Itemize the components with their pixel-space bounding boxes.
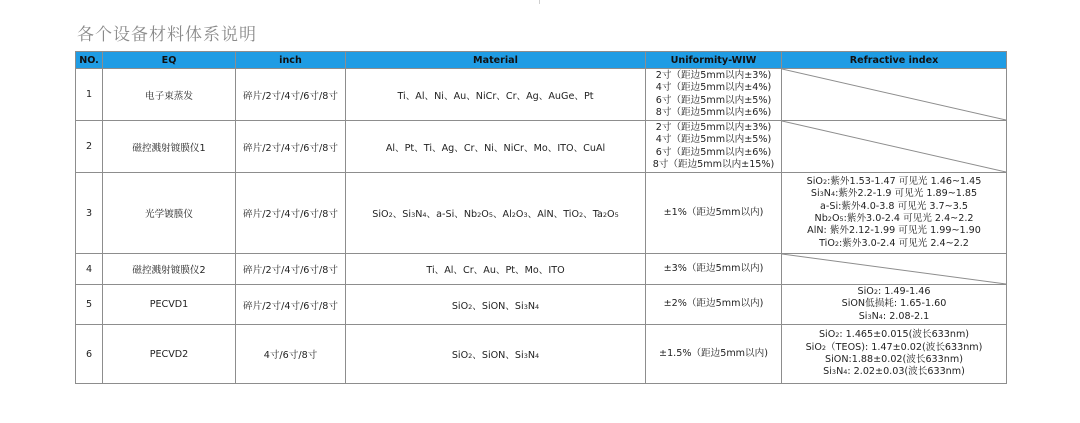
uniformity-line: ±3%（距边5mm以内) xyxy=(663,262,764,274)
subscript: 4 xyxy=(878,312,883,321)
text-segment: 、SiON、Si xyxy=(472,350,524,361)
subscript: 2 xyxy=(821,343,827,352)
cell-no: 4 xyxy=(76,254,103,285)
uniformity-line: ±2%（距边5mm以内) xyxy=(663,298,764,310)
refractive-line xyxy=(784,286,1004,298)
cell-refractive-index xyxy=(782,121,1007,173)
text-segment: : 2.02±0.03(波长633nm) xyxy=(847,366,965,378)
header-material: Material xyxy=(346,52,646,69)
text-segment: （TEOS): 1.47±0.02(波长633nm) xyxy=(826,341,983,353)
subscript: 5 xyxy=(614,211,619,219)
cell-eq: 磁控溅射镀膜仪2 xyxy=(103,254,236,285)
cell-refractive-index xyxy=(782,285,1007,325)
header-refractive-index: Refractive index xyxy=(782,52,1007,69)
refractive-line xyxy=(784,354,1004,366)
cell-no: 2 xyxy=(76,121,103,173)
uniformity-line: ±1%（距边5mm以内) xyxy=(663,206,764,218)
subscript: 2 xyxy=(834,239,840,248)
text-segment: N xyxy=(823,188,831,200)
refractive-line xyxy=(784,225,1004,237)
text-segment: : 2.08-2.1 xyxy=(882,310,930,322)
text-segment: Nb xyxy=(814,213,828,224)
uniformity-line: 2寸（距边5mm以内±3%) xyxy=(655,69,772,81)
subscript: 2 xyxy=(468,352,473,360)
subscript: 5 xyxy=(839,215,844,223)
table-row xyxy=(76,173,1007,254)
equipment-materials-table xyxy=(75,51,1007,384)
cell-eq: PECVD1 xyxy=(103,285,236,325)
refractive-line xyxy=(784,311,1004,323)
refractive-line xyxy=(784,298,1004,310)
cell-uniformity xyxy=(646,254,782,285)
cell-material: Ti、Al、Cr、Au、Pt、Mo、ITO xyxy=(346,254,646,285)
text-segment: : 1.465±0.015(波长633nm) xyxy=(839,329,970,341)
text-segment: SiO xyxy=(451,350,469,361)
cell-refractive-index xyxy=(782,254,1007,285)
cell-uniformity xyxy=(646,285,782,325)
subscript: 4 xyxy=(830,190,836,199)
text-segment: :紫外3.0-2.4 可见光 2.4~2.2 xyxy=(843,213,974,224)
uniformity-line: 6寸（距边5mm以内±6%) xyxy=(655,146,772,158)
text-segment: 、AlN、TiO xyxy=(527,209,579,220)
subscript: 3 xyxy=(523,352,528,360)
text-segment: Si xyxy=(858,310,868,322)
subscript: 3 xyxy=(831,368,837,377)
text-segment: SiO xyxy=(857,285,874,297)
subscript: 3 xyxy=(523,302,528,311)
uniformity-line: 4寸（距边5mm以内±5%) xyxy=(655,134,772,146)
cell-inch: 4寸/6寸/8寸 xyxy=(236,325,346,384)
text-segment: N xyxy=(871,310,879,322)
text-segment: O xyxy=(481,209,489,220)
header-uniformity: Uniformity-WIW xyxy=(646,52,782,69)
refractive-line xyxy=(784,366,1004,378)
table-row xyxy=(76,254,1007,285)
text-segment: 、Al xyxy=(492,209,512,220)
subscript: 2 xyxy=(602,211,608,219)
refractive-line xyxy=(784,342,1004,354)
table-row xyxy=(76,121,1007,173)
subscript: 5 xyxy=(488,211,493,219)
cell-no: 3 xyxy=(76,173,103,254)
text-segment: 、a-Si、Nb xyxy=(426,209,478,220)
table-row xyxy=(76,325,1007,384)
text-segment: :紫外3.0-2.4 可见光 2.4~2.2 xyxy=(839,237,969,249)
cell-uniformity xyxy=(646,69,782,121)
text-segment: SiON低损耗: 1.65-1.60 xyxy=(841,298,947,310)
text-segment: O xyxy=(831,213,840,224)
text-segment: O xyxy=(607,209,615,220)
header-row xyxy=(76,52,1007,69)
cell-material xyxy=(346,285,646,325)
refractive-line xyxy=(784,238,1004,250)
subscript: 4 xyxy=(843,368,848,377)
subscript: 3 xyxy=(411,211,416,219)
cell-refractive-index xyxy=(782,173,1007,254)
subscript: 2 xyxy=(835,331,840,340)
subscript: 2 xyxy=(579,211,584,219)
cell-inch: 碎片/2寸/4寸/6寸/8寸 xyxy=(236,69,346,121)
cell-uniformity xyxy=(646,121,782,173)
text-segment: : 1.49-1.46 xyxy=(877,285,931,297)
subscript: 4 xyxy=(535,302,540,311)
text-segment: SiO xyxy=(805,341,822,353)
refractive-line xyxy=(784,176,1004,188)
cell-eq: 电子束蒸发 xyxy=(103,69,236,121)
empty-cell-diagonal xyxy=(782,254,1006,284)
text-segment: N xyxy=(836,366,844,378)
text-segment: 、SiON、Si xyxy=(472,300,524,312)
subscript: 3 xyxy=(819,190,824,199)
cell-inch: 碎片/2寸/4寸/6寸/8寸 xyxy=(236,121,346,173)
text-segment: a-Si:紫外4.0-3.8 可见光 3.7~3.5 xyxy=(820,200,968,212)
subscript: 2 xyxy=(468,302,473,311)
text-segment: SiO xyxy=(372,209,389,220)
refractive-line xyxy=(784,213,1004,225)
subscript: 2 xyxy=(873,287,878,296)
header-no: NO. xyxy=(76,52,103,69)
top-center-tick xyxy=(539,0,540,4)
uniformity-line: 8寸（距边5mm以内±6%) xyxy=(655,106,772,118)
cell-material: Al、Pt、Ti、Ag、Cr、Ni、NiCr、Mo、ITO、CuAl xyxy=(346,121,646,173)
refractive-line xyxy=(784,329,1004,341)
subscript: 2 xyxy=(477,211,482,219)
cell-eq: 光学镀膜仪 xyxy=(103,173,236,254)
text-segment: SiON:1.88±0.02(波长633nm) xyxy=(825,354,963,365)
table-row xyxy=(76,285,1007,325)
empty-cell-diagonal xyxy=(782,69,1006,120)
text-segment: AlN: 紫外2.12-1.99 可见光 1.99~1.90 xyxy=(807,225,981,237)
uniformity-line: 2寸（距边5mm以内±3%) xyxy=(655,121,772,133)
subscript: 2 xyxy=(822,177,828,186)
text-segment: SiO xyxy=(806,175,823,187)
refractive-line xyxy=(784,201,1004,213)
cell-material xyxy=(346,173,646,254)
refractive-line xyxy=(784,188,1004,200)
cell-inch: 碎片/2寸/4寸/6寸/8寸 xyxy=(236,285,346,325)
text-segment: 、Si xyxy=(392,209,412,220)
text-segment: SiO xyxy=(451,300,469,312)
text-segment: O xyxy=(515,209,524,220)
text-segment: Si xyxy=(823,366,832,378)
cell-material xyxy=(346,325,646,384)
cell-refractive-index xyxy=(782,325,1007,384)
uniformity-line: 8寸（距边5mm以内±15%) xyxy=(652,158,775,170)
text-segment: N xyxy=(527,300,536,312)
cell-inch: 碎片/2寸/4寸/6寸/8寸 xyxy=(236,173,346,254)
cell-eq: 磁控溅射镀膜仪1 xyxy=(103,121,236,173)
subscript: 3 xyxy=(523,211,528,219)
text-segment: Si xyxy=(810,188,820,200)
text-segment: TiO xyxy=(819,237,835,249)
subscript: 3 xyxy=(867,312,872,321)
subscript: 2 xyxy=(511,211,516,219)
cell-eq: PECVD2 xyxy=(103,325,236,384)
cell-refractive-index xyxy=(782,69,1007,121)
uniformity-line: ±1.5%（距边5mm以内) xyxy=(659,347,768,359)
cell-no: 6 xyxy=(76,325,103,384)
cell-no: 5 xyxy=(76,285,103,325)
uniformity-line: 4寸（距边5mm以内±4%) xyxy=(655,82,772,94)
cell-no: 1 xyxy=(76,69,103,121)
cell-material: Ti、Al、Ni、Au、NiCr、Cr、Ag、AuGe、Pt xyxy=(346,69,646,121)
cell-uniformity xyxy=(646,173,782,254)
text-segment: :紫外2.2-1.9 可见光 1.89~1.85 xyxy=(835,188,978,200)
table-row xyxy=(76,69,1007,121)
cell-inch: 碎片/2寸/4寸/6寸/8寸 xyxy=(236,254,346,285)
text-segment: 、Ta xyxy=(583,209,603,220)
cell-uniformity xyxy=(646,325,782,384)
text-segment: N xyxy=(527,350,536,361)
uniformity-line: 6寸（距边5mm以内±5%) xyxy=(655,94,772,106)
header-inch: inch xyxy=(236,52,346,69)
page-title: 各个设备材料体系说明 xyxy=(77,25,257,45)
empty-cell-diagonal xyxy=(782,121,1006,172)
subscript: 2 xyxy=(388,211,393,219)
subscript: 2 xyxy=(827,215,832,223)
text-segment: N xyxy=(415,209,423,220)
header-eq: EQ xyxy=(103,52,236,69)
text-segment: :紫外1.53-1.47 可见光 1.46~1.45 xyxy=(827,175,982,187)
subscript: 4 xyxy=(422,211,427,219)
subscript: 4 xyxy=(535,352,540,360)
text-segment: SiO xyxy=(818,329,836,341)
